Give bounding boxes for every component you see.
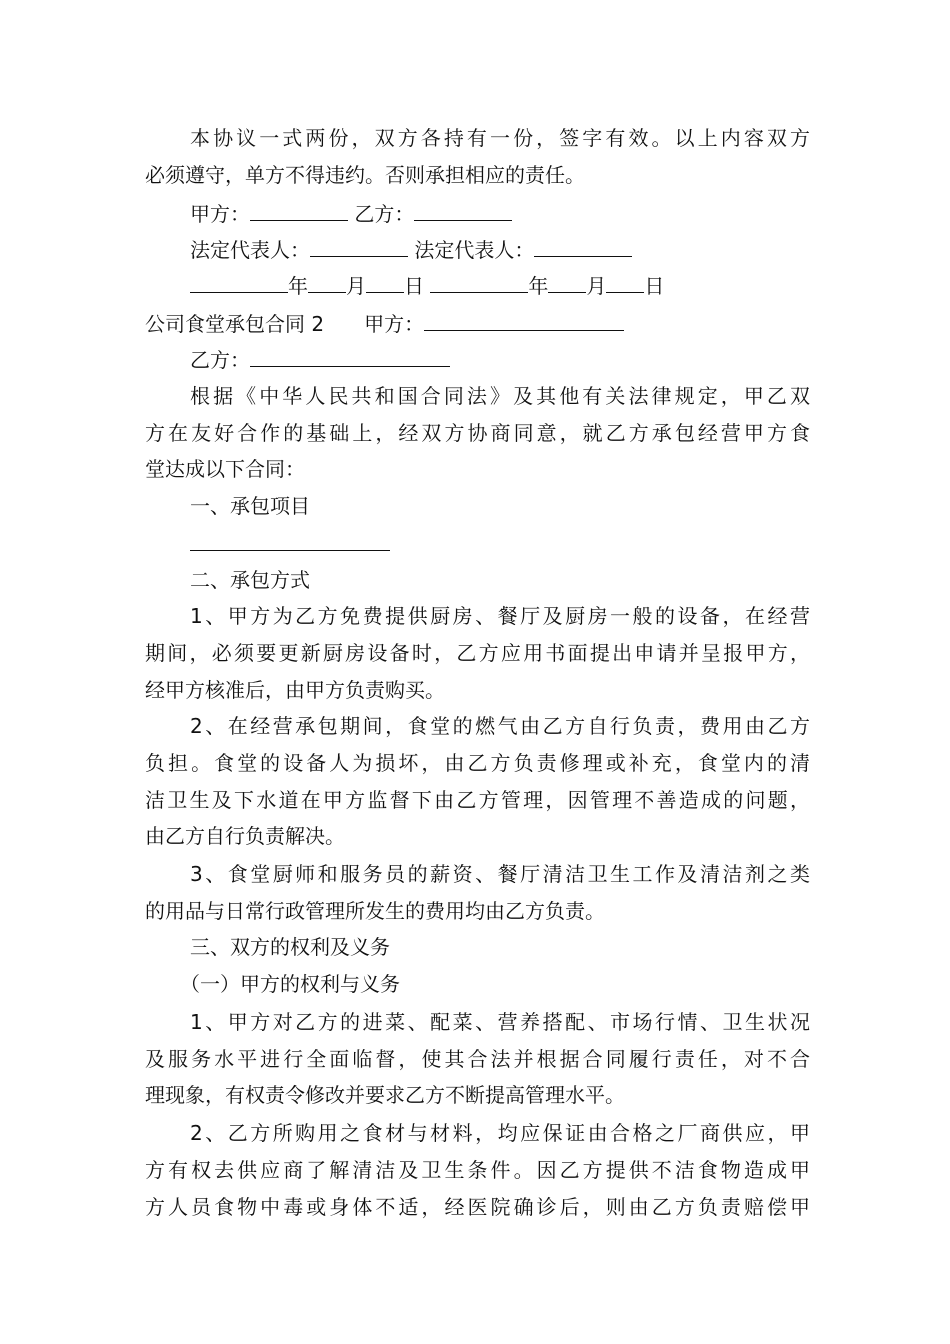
party-b-blank	[414, 200, 512, 221]
paragraph-line: 理现象，有权责令修改并要求乙方不断提高管理水平。	[145, 1083, 625, 1107]
date-b-day-blank	[606, 272, 644, 293]
paragraph-line: 洁卫生及下水道在甲方监督下由乙方管理，因管理不善造成的问题，	[145, 788, 810, 812]
paragraph-line: 2、乙方所购用之食材与材料，均应保证由合格之厂商供应，甲	[190, 1121, 810, 1145]
signature-line-representatives	[190, 236, 810, 262]
rep-b-blank	[534, 236, 632, 257]
party-a-blank	[424, 310, 624, 331]
date-b-month-blank	[548, 272, 586, 293]
paragraph-line: 由乙方自行负责解决。	[145, 824, 345, 848]
signature-line-dates	[190, 272, 810, 298]
month-label: 月	[346, 274, 366, 298]
section-heading: 一、承包项目	[190, 494, 310, 518]
paragraph-line: 期间，必须要更新厨房设备时，乙方应用书面提出申请并呈报甲方，	[145, 641, 810, 665]
year-label: 年	[288, 274, 308, 298]
paragraph-line: 及服务水平进行全面临督，使其合法并根据合同履行责任，对不合	[145, 1047, 810, 1071]
section-heading: 三、双方的权利及义务	[190, 935, 390, 959]
party-a-label: 甲方：	[364, 312, 425, 336]
paragraph-line: 负担。食堂的设备人为损坏，由乙方负责修理或补充，食堂内的清	[145, 751, 810, 775]
paragraph-line: 经甲方核准后，由甲方负责购买。	[145, 678, 445, 702]
paragraph-line: 堂达成以下合同：	[145, 457, 305, 481]
paragraph-line: 2、在经营承包期间，食堂的燃气由乙方自行负责，费用由乙方	[190, 714, 810, 738]
signature-line-parties	[190, 200, 810, 226]
project-blank	[190, 530, 390, 551]
paragraph-line: 方在友好合作的基础上，经双方协商同意，就乙方承包经营甲方食	[145, 421, 810, 445]
party-a-blank	[250, 200, 348, 221]
paragraph-line: 方有权去供应商了解清洁及卫生条件。因乙方提供不洁食物造成甲	[145, 1158, 810, 1182]
project-blank-line	[190, 530, 810, 556]
day-label: 日	[404, 274, 424, 298]
date-a-year-blank	[190, 272, 288, 293]
date-a-day-blank	[366, 272, 404, 293]
party-b-line	[190, 346, 810, 372]
paragraph-line: 根据《中华人民共和国合同法》及其他有关法律规定，甲乙双	[190, 384, 810, 408]
year-label: 年	[528, 274, 549, 298]
section-heading: 二、承包方式	[190, 568, 310, 592]
party-b-label: 乙方：	[354, 202, 415, 226]
date-a-month-blank	[308, 272, 346, 293]
contract-title-line	[145, 310, 810, 336]
date-b-year-blank	[430, 272, 528, 293]
rep-a-blank	[310, 236, 408, 257]
month-label: 月	[586, 274, 607, 298]
paragraph-line: 本协议一式两份，双方各持有一份，签字有效。以上内容双方	[190, 126, 810, 150]
paragraph-line: 1、甲方对乙方的进菜、配菜、营养搭配、市场行情、卫生状况	[190, 1010, 810, 1034]
paragraph-line: 方人员食物中毒或身体不适，经医院确诊后，则由乙方负责赔偿甲	[145, 1195, 810, 1219]
rep-a-label: 法定代表人：	[190, 238, 310, 262]
party-b-label: 乙方：	[190, 348, 250, 372]
paragraph-line: 1、甲方为乙方免费提供厨房、餐厅及厨房一般的设备，在经营	[190, 604, 810, 628]
paragraph-line: 3、食堂厨师和服务员的薪资、餐厅清洁卫生工作及清洁剂之类	[190, 862, 810, 886]
subsection-heading: （一）甲方的权利与义务	[180, 972, 400, 996]
party-b-blank	[250, 346, 450, 367]
rep-b-label: 法定代表人：	[414, 238, 535, 262]
day-label: 日	[644, 274, 665, 298]
party-a-label: 甲方：	[190, 202, 250, 226]
paragraph-line: 必须遵守，单方不得违约。否则承担相应的责任。	[145, 163, 585, 187]
contract-title: 公司食堂承包合同 2	[145, 312, 325, 336]
paragraph-line: 的用品与日常行政管理所发生的费用均由乙方负责。	[145, 899, 605, 923]
